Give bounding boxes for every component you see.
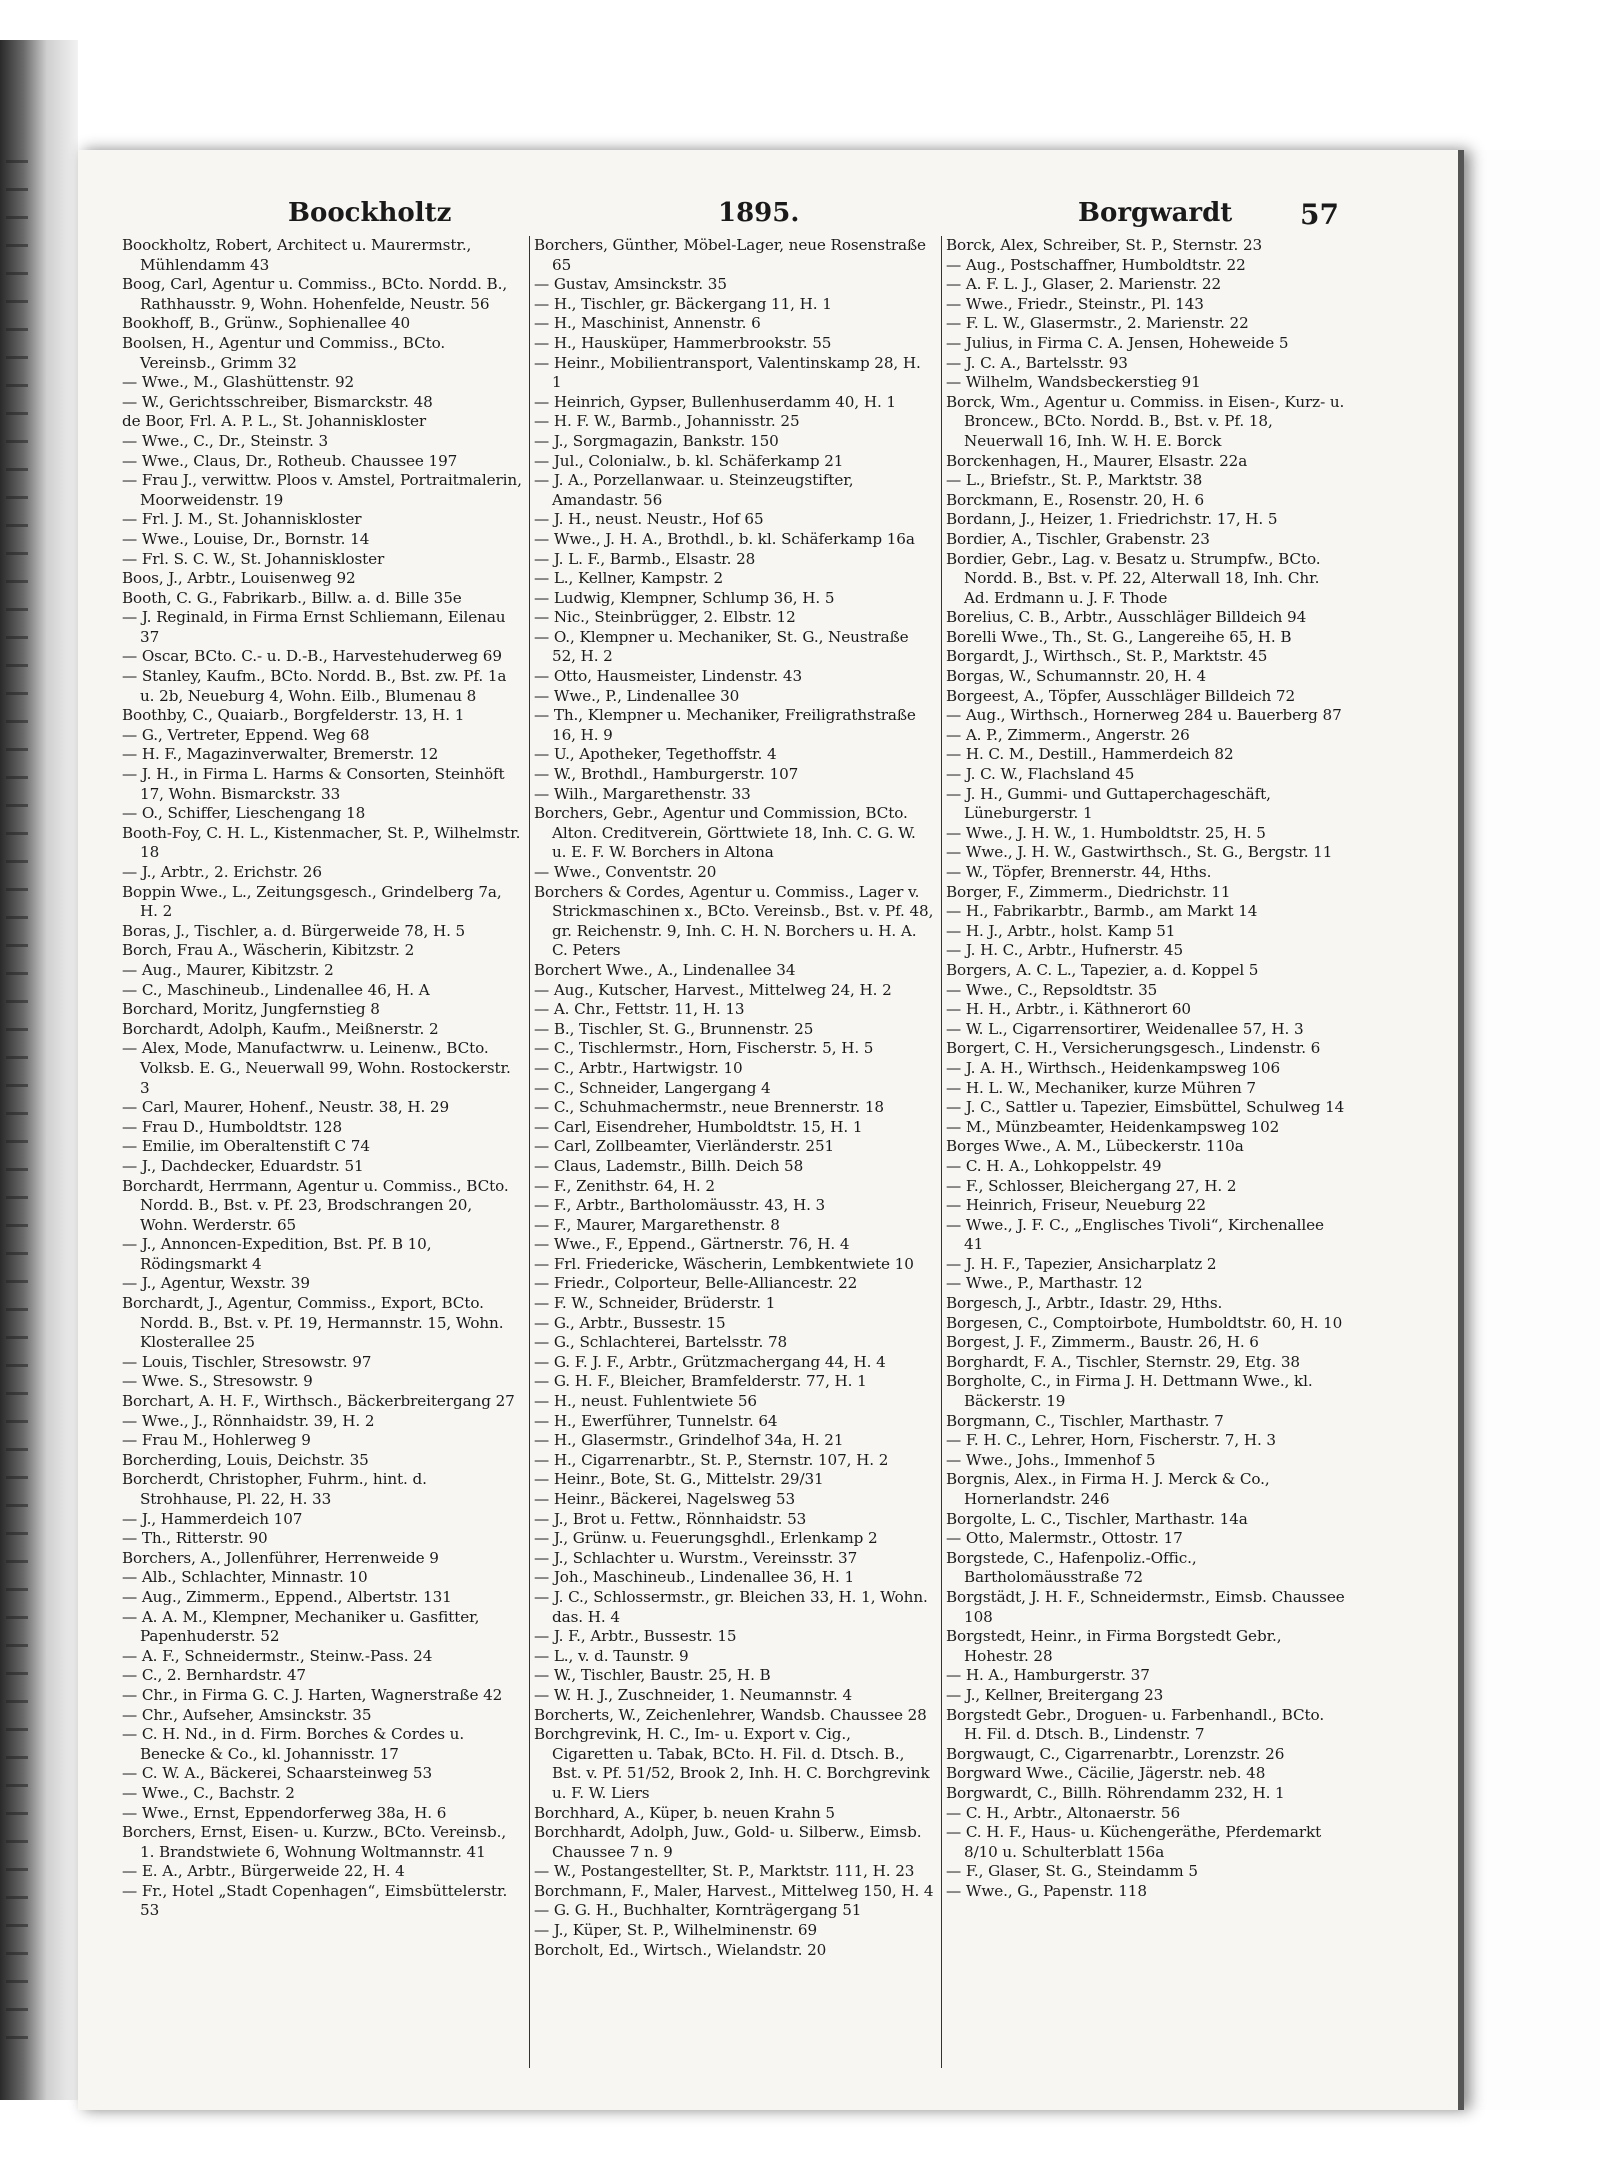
directory-entry: — Jul., Colonialw., b. kl. Schäferkamp 21: [534, 451, 844, 470]
directory-entry: — J., Schlachter u. Wurstm., Vereinsstr. 37: [534, 1548, 858, 1567]
directory-entry: — J. H., Gummi- und Guttaperchageschäft, Lüneburgerstr. 1: [946, 784, 1271, 823]
directory-entry: Borchard, Moritz, Jungfernstieg 8: [122, 1000, 380, 1019]
directory-entry: — F. L. W., Glasermstr., 2. Marienstr. 22: [946, 314, 1249, 333]
directory-entry: — Heinrich, Gypser, Bullenhuserdamm 40, H. 1: [534, 392, 896, 411]
directory-entry: Borgstede, C., Hafenpoliz.-Offic., Bartholomäusstraße 72: [946, 1548, 1197, 1587]
directory-entry: Bookhoff, B., Grünw., Sophienallee 40: [122, 314, 411, 333]
directory-entry: Borgstedt, Heinr., in Firma Borgstedt Gebr., Hohestr. 28: [946, 1627, 1282, 1665]
directory-entry: de Boor, Frl. A. P. L., St. Johanniskloster: [122, 412, 427, 431]
directory-entry: — C. W. A., Bäckerei, Schaarsteinweg 53: [122, 1764, 433, 1783]
directory-entry: — Wwe., J., Rönnhaidstr. 39, H. 2: [122, 1411, 375, 1430]
directory-entry: — Wwe., Louise, Dr., Bornstr. 14: [122, 529, 370, 548]
directory-entry: — J., Sorgmagazin, Bankstr. 150: [534, 431, 779, 450]
directory-entry: Borchers, A., Jollenführer, Herrenweide 9: [122, 1548, 439, 1567]
directory-entry: Borgest, J. F., Zimmerm., Baustr. 26, H. 6: [946, 1333, 1259, 1352]
directory-entry: — Aug., Kutscher, Harvest., Mittelweg 24, H. 2: [534, 980, 892, 999]
directory-entry: Borchers, Ernst, Eisen- u. Kurzw., BCto. Vereinsb., 1. Brandstwiete 6, Wohnung Woltmannstr. 41: [122, 1823, 507, 1861]
directory-entry: — J. Reginald, in Firma Ernst Schliemann, Eilenau 37: [122, 608, 506, 646]
directory-entry: — Aug., Wirthsch., Hornerweg 284 u. Bauerberg 87: [946, 706, 1342, 725]
directory-entry: Borchhardt, Adolph, Juw., Gold- u. Silberw., Eimsb. Chaussee 7 n. 9: [534, 1823, 922, 1861]
directory-entry: Borgholte, C., in Firma J. H. Dettmann Wwe., kl. Bäckerstr. 19: [946, 1372, 1313, 1411]
directory-entry: Borghardt, F. A., Tischler, Sternstr. 29, Etg. 38: [946, 1352, 1300, 1371]
directory-entry: — W. L., Cigarrensortirer, Weidenallee 57, H. 3: [946, 1019, 1304, 1038]
directory-entry: — Heinr., Mobilientransport, Valentinskamp 28, H. 1: [534, 353, 921, 392]
directory-entry: Borgers, A. C. L., Tapezier, a. d. Koppel 5: [946, 960, 1259, 979]
directory-entry: — Wwe., P., Lindenallee 30: [534, 686, 740, 705]
directory-entry: Borchers & Cordes, Agentur u. Commiss., Lager v. Strickmaschinen x., BCto. Vereinsb., Bst. v. Pf. 48, gr. Reichenstr. 9, Inh. C. H. N. Borchers u. H. A. C. Peters: [534, 882, 934, 960]
directory-entry: — Carl, Maurer, Hohenf., Neustr. 38, H. 29: [122, 1098, 450, 1117]
directory-entry: — F. W., Schneider, Brüderstr. 1: [534, 1294, 776, 1313]
directory-entry: Borgstädt, J. H. F., Schneidermstr., Eimsb. Chaussee 108: [946, 1587, 1345, 1626]
directory-entry: — Chr., Aufseher, Amsinckstr. 35: [122, 1705, 372, 1724]
directory-entry: — H., Hausküper, Hammerbrookstr. 55: [534, 333, 832, 352]
directory-entry: — Wwe., J. H. A., Brothdl., b. kl. Schäferkamp 16a: [534, 529, 915, 548]
directory-entry: — Frl. S. C. W., St. Johanniskloster: [122, 549, 385, 568]
directory-entry: Borchhard, A., Küper, b. neuen Krahn 5: [534, 1803, 835, 1822]
directory-entry: — Aug., Postschaffner, Humboldtstr. 22: [946, 255, 1246, 274]
directory-entry: — F., Glaser, St. G., Steindamm 5: [946, 1862, 1198, 1881]
directory-entry: Borch, Frau A., Wäscherin, Kibitzstr. 2: [122, 941, 415, 960]
directory-entry: — H., Maschinist, Annenstr. 6: [534, 314, 761, 333]
page-header: [78, 198, 1458, 238]
directory-entry: — C. H. A., Lohkoppelstr. 49: [946, 1156, 1162, 1175]
facing-page-edge: [6, 160, 28, 2040]
directory-entry: — Aug., Zimmerm., Eppend., Albertstr. 131: [122, 1587, 452, 1606]
directory-entry: — Wwe., Ernst, Eppendorferweg 38a, H. 6: [122, 1803, 447, 1822]
directory-entry: — A. F. L. J., Glaser, 2. Marienstr. 22: [946, 275, 1222, 294]
directory-entry: — C., 2. Bernhardstr. 47: [122, 1666, 306, 1685]
directory-entry: Borgstedt Gebr., Droguen- u. Farbenhandl., BCto. H. Fil. d. Dtsch. B., Lindenstr. 7: [946, 1705, 1325, 1744]
directory-entry: — F., Schlosser, Bleichergang 27, H. 2: [946, 1176, 1237, 1195]
directory-entry: — A. F., Schneidermstr., Steinw.-Pass. 24: [122, 1646, 433, 1665]
directory-entry: — Otto, Malermstr., Ottostr. 17: [946, 1529, 1183, 1548]
directory-entry: — Wwe., Friedr., Steinstr., Pl. 143: [946, 294, 1204, 313]
directory-entry: — Alex, Mode, Manufactwrw. u. Leinenw., BCto. Volksb. E. G., Neuerwall 99, Wohn. Rostockerstr. 3: [122, 1039, 511, 1097]
directory-entry: — J., Küper, St. P., Wilhelminenstr. 69: [534, 1921, 818, 1940]
column-divider: [529, 236, 530, 2068]
directory-entry: — Heinr., Bäckerei, Nagelsweg 53: [534, 1490, 796, 1508]
directory-entry: — Wwe., M., Glashüttenstr. 92: [122, 373, 355, 392]
directory-entry: — W., Tischler, Baustr. 25, H. B: [534, 1666, 771, 1685]
directory-entry: Borger, F., Zimmerm., Diedrichstr. 11: [946, 882, 1231, 901]
directory-entry: — Heinrich, Friseur, Neueburg 22: [946, 1196, 1206, 1215]
directory-entry: — H. C. M., Destill., Hammerdeich 82: [946, 745, 1234, 764]
directory-entry: Borelli Wwe., Th., St. G., Langereihe 65, H. B: [946, 627, 1292, 646]
directory-entry: Borchardt, Herrmann, Agentur u. Commiss., BCto. Nordd. B., Bst. v. Pf. 23, Brodschrangen 20, Wohn. Werderstr. 65: [122, 1176, 509, 1234]
directory-entry: — Wwe. S., Stresowstr. 9: [122, 1372, 313, 1391]
directory-entry: — Wwe., C., Bachstr. 2: [122, 1783, 295, 1802]
directory-entry: Borgwaugt, C., Cigarrenarbtr., Lorenzstr. 26: [946, 1744, 1285, 1763]
directory-entry: — C. H. Nd., in d. Firm. Borches & Cordes u. Benecke & Co., kl. Johannisstr. 17: [122, 1725, 465, 1763]
directory-entry: — C. H. F., Haus- u. Küchengeräthe, Pferdemarkt 8/10 u. Schulterblatt 156a: [946, 1823, 1322, 1861]
directory-entry: Borchers, Gebr., Agentur und Commission, BCto. Alton. Creditverein, Görttwiete 18, Inh. C. G. W. u. E. F. W. Borchers in Altona: [534, 804, 916, 862]
directory-entry: — H., Fabrikarbtr., Barmb., am Markt 14: [946, 902, 1258, 921]
directory-entry: — H., Tischler, gr. Bäckergang 11, H. 1: [534, 294, 832, 313]
directory-entry: Borgolte, L. C., Tischler, Marthastr. 14a: [946, 1509, 1248, 1528]
directory-entry: Borcherts, W., Zeichenlehrer, Wandsb. Chaussee 28: [534, 1705, 927, 1724]
directory-entry: — W. H. J., Zuschneider, 1. Neumannstr. 4: [534, 1685, 853, 1704]
page-number: 57: [1300, 198, 1339, 231]
directory-entry: — Wwe., J. H. W., Gastwirthsch., St. G., Bergstr. 11: [946, 843, 1333, 862]
directory-entry: — Carl, Eisendreher, Humboldtstr. 15, H. 1: [534, 1117, 863, 1136]
directory-entry: — J., Agentur, Wexstr. 39: [122, 1274, 310, 1293]
directory-entry: Borckmann, E., Rosenstr. 20, H. 6: [946, 490, 1205, 509]
column-1: [122, 236, 522, 2070]
directory-entry: Boras, J., Tischler, a. d. Bürgerweide 78, H. 5: [122, 921, 466, 940]
directory-entry: — C. H., Arbtr., Altonaerstr. 56: [946, 1803, 1181, 1822]
directory-entry: Boockholtz, Robert, Architect u. Maurermstr., Mühlendamm 43: [122, 236, 472, 274]
directory-entry: — J., Hammerdeich 107: [122, 1509, 303, 1528]
directory-entry: — Wwe., C., Repsoldtstr. 35: [946, 980, 1158, 999]
directory-entry: — L., Briefstr., St. P., Marktstr. 38: [946, 471, 1203, 490]
directory-entry: — J., Annoncen-Expedition, Bst. Pf. B 10, Rödingsmarkt 4: [122, 1235, 432, 1273]
directory-entry: — J. C., Sattler u. Tapezier, Eimsbüttel, Schulweg 14: [946, 1098, 1345, 1117]
directory-entry: — Wwe., Claus, Dr., Rotheub. Chaussee 197: [122, 451, 458, 470]
directory-entry: Borgwardt, C., Billh. Röhrendamm 232, H. 1: [946, 1783, 1285, 1802]
directory-entry: Borchmann, F., Maler, Harvest., Mittelweg 150, H. 4: [534, 1881, 934, 1900]
directory-entry: Booth, C. G., Fabrikarb., Billw. a. d. Bille 35e: [122, 588, 462, 607]
directory-entry: — Friedr., Colporteur, Belle-Alliancestr. 22: [534, 1274, 858, 1293]
directory-entry: — F. H. C., Lehrer, Horn, Fischerstr. 7, H. 3: [946, 1431, 1276, 1450]
directory-entry: — Ludwig, Klempner, Schlump 36, H. 5: [534, 588, 835, 607]
column-divider: [941, 236, 942, 2068]
directory-entry: — Fr., Hotel „Stadt Copenhagen“, Eimsbüttelerstr. 53: [122, 1881, 508, 1920]
directory-entry: Borgardt, J., Wirthsch., St. P., Marktstr. 45: [946, 647, 1268, 666]
directory-entry: Booth-Foy, C. H. L., Kistenmacher, St. P., Wilhelmstr. 18: [122, 823, 521, 862]
directory-entry: Bordier, A., Tischler, Grabenstr. 23: [946, 529, 1210, 548]
directory-entry: — O., Klempner u. Mechaniker, St. G., Neustraße 52, H. 2: [534, 627, 909, 666]
directory-entry: Borchardt, Adolph, Kaufm., Meißnerstr. 2: [122, 1019, 439, 1038]
directory-entry: — Chr., in Firma G. C. J. Harten, Wagnerstraße 42: [122, 1685, 503, 1704]
directory-entry: — C., Maschineub., Lindenallee 46, H. A: [122, 980, 430, 999]
header-year: 1895.: [718, 198, 800, 228]
directory-entry: — Oscar, BCto. C.- u. D.-B., Harvestehuderweg 69: [122, 647, 502, 666]
directory-entry: — U., Apotheker, Tegethoffstr. 4: [534, 745, 777, 764]
directory-entry: Borgmann, C., Tischler, Marthastr. 7: [946, 1411, 1224, 1430]
directory-entry: Boolsen, H., Agentur und Commiss., BCto. Vereinsb., Grimm 32: [122, 333, 446, 372]
directory-entry: — J., Kellner, Breitergang 23: [946, 1685, 1164, 1704]
directory-entry: — E. A., Arbtr., Bürgerweide 22, H. 4: [122, 1862, 405, 1881]
directory-entry: — F., Maurer, Margarethenstr. 8: [534, 1215, 780, 1234]
directory-entry: — Joh., Maschineub., Lindenallee 36, H. 1: [534, 1568, 855, 1587]
column-2: [534, 236, 934, 2070]
directory-entry: Borck, Wm., Agentur u. Commiss. in Eisen-, Kurz- u. Broncew., BCto. Nordd. B., Bst. v. Pf. 18, Neuerwall 16, Inh. W. H. E. Borck: [946, 392, 1345, 450]
directory-entry: — Heinr., Bote, St. G., Mittelstr. 29/31: [534, 1470, 824, 1489]
directory-entry: Borcholt, Ed., Wirtsch., Wielandstr. 20: [534, 1940, 827, 1959]
directory-entry: — J. H. C., Arbtr., Hufnerstr. 45: [946, 941, 1184, 960]
directory-entry: — J. H. F., Tapezier, Ansicharplatz 2: [946, 1254, 1217, 1273]
directory-entry: — Emilie, im Oberaltenstift C 74: [122, 1137, 370, 1156]
directory-entry: — B., Tischler, St. G., Brunnenstr. 25: [534, 1019, 814, 1038]
directory-entry: — J., Dachdecker, Eduardstr. 51: [122, 1156, 364, 1175]
directory-entry: — Julius, in Firma C. A. Jensen, Hoheweide 5: [946, 333, 1289, 352]
directory-entry: — J. L. F., Barmb., Elsastr. 28: [534, 549, 756, 568]
directory-entry: — G., Arbtr., Bussestr. 15: [534, 1313, 726, 1332]
directory-entry: Borgesen, C., Comptoirbote, Humboldtstr. 60, H. 10: [946, 1313, 1343, 1332]
directory-entry: Borelius, C. B., Arbtr., Ausschläger Billdeich 94: [946, 608, 1307, 627]
directory-entry: — O., Schiffer, Lieschengang 18: [122, 804, 366, 823]
directory-entry: — A. Chr., Fettstr. 11, H. 13: [534, 1000, 745, 1019]
directory-entry: — Aug., Maurer, Kibitzstr. 2: [122, 960, 334, 979]
directory-entry: Borgert, C. H., Versicherungsgesch., Lindenstr. 6: [946, 1039, 1321, 1058]
directory-entry: — H., Ewerführer, Tunnelstr. 64: [534, 1411, 778, 1430]
directory-entry: Borck, Alex, Schreiber, St. P., Sternstr. 23: [946, 236, 1263, 254]
directory-entry: — J. H., in Firma L. Harms & Consorten, Steinhöft 17, Wohn. Bismarckstr. 33: [122, 765, 505, 803]
directory-entry: Borchardt, J., Agentur, Commiss., Export, BCto. Nordd. B., Bst. v. Pf. 19, Hermannstr. 15, Wohn. Klosterallee 25: [122, 1294, 504, 1352]
directory-entry: — Th., Klempner u. Mechaniker, Freiligrathstraße 16, H. 9: [534, 706, 916, 744]
directory-entry: — Gustav, Amsinckstr. 35: [534, 275, 727, 294]
directory-entry: — C., Tischlermstr., Horn, Fischerstr. 5, H. 5: [534, 1039, 874, 1058]
directory-entry: Bordier, Gebr., Lag. v. Besatz u. Strumpfw., BCto. Nordd. B., Bst. v. Pf. 22, Alterwall 18, Inh. Chr. Ad. Erdmann u. J. F. Thode: [946, 549, 1321, 607]
directory-entry: — Alb., Schlachter, Minnastr. 10: [122, 1568, 368, 1587]
directory-entry: Borgward Wwe., Cäcilie, Jägerstr. neb. 48: [946, 1764, 1266, 1783]
directory-entry: — J. C. A., Bartelsstr. 93: [946, 353, 1128, 372]
directory-entry: — Nic., Steinbrügger, 2. Elbstr. 12: [534, 608, 796, 627]
directory-entry: — L., v. d. Taunstr. 9: [534, 1646, 689, 1665]
header-right-catchword: Borgwardt: [1078, 198, 1233, 228]
directory-entry: — Wilh., Margarethenstr. 33: [534, 784, 751, 803]
directory-page: [78, 150, 1464, 2110]
directory-entry: Bordann, J., Heizer, 1. Friedrichstr. 17, H. 5: [946, 510, 1278, 529]
directory-entry: — Wwe., P., Marthastr. 12: [946, 1274, 1143, 1293]
directory-entry: — G. H. F., Bleicher, Bramfelderstr. 77, H. 1: [534, 1372, 867, 1391]
directory-entry: Borchart, A. H. F., Wirthsch., Bäckerbreitergang 27: [122, 1392, 515, 1411]
directory-entry: — J. C., Schlossermstr., gr. Bleichen 33, H. 1, Wohn. das. H. 4: [534, 1587, 928, 1626]
directory-entry: Borchers, Günther, Möbel-Lager, neue Rosenstraße 65: [534, 236, 926, 274]
directory-entry: — G., Schlachterei, Bartelsstr. 78: [534, 1333, 788, 1352]
directory-entry: — Louis, Tischler, Stresowstr. 97: [122, 1352, 372, 1371]
directory-entry: — H., Cigarrenarbtr., St. P., Sternstr. 107, H. 2: [534, 1450, 889, 1469]
directory-entry: Borgnis, Alex., in Firma H. J. Merck & Co., Hornerlandstr. 246: [946, 1470, 1270, 1508]
directory-entry: — J., Grünw. u. Feuerungsghdl., Erlenkamp 2: [534, 1529, 878, 1548]
directory-entry: Boos, J., Arbtr., Louisenweg 92: [122, 569, 356, 588]
directory-entry: — Carl, Zollbeamter, Vierländerstr. 251: [534, 1137, 835, 1156]
book-spine: [0, 40, 78, 2100]
directory-entry: — Frl. Friedericke, Wäscherin, Lembkentwiete 10: [534, 1254, 914, 1273]
directory-entry: — A. A. M., Klempner, Mechaniker u. Gasfitter, Papenhuderstr. 52: [122, 1607, 480, 1646]
directory-entry: Borgesch, J., Arbtr., Idastr. 29, Hths.: [946, 1294, 1223, 1313]
directory-entry: — W., Postangestellter, St. P., Marktstr. 111, H. 23: [534, 1862, 915, 1881]
directory-entry: — H. F. W., Barmb., Johannisstr. 25: [534, 412, 800, 431]
directory-entry: — Wwe., Conventstr. 20: [534, 863, 717, 881]
directory-entry: — G., Vertreter, Eppend. Weg 68: [122, 725, 370, 744]
directory-entry: — C., Arbtr., Hartwigstr. 10: [534, 1058, 743, 1077]
directory-entry: — C., Schuhmachermstr., neue Brennerstr. 18: [534, 1098, 884, 1117]
directory-entry: Boothby, C., Quaiarb., Borgfelderstr. 13, H. 1: [122, 706, 465, 725]
directory-entry: Borcherding, Louis, Deichstr. 35: [122, 1450, 369, 1469]
directory-entry: — J. C. W., Flachsland 45: [946, 765, 1135, 784]
directory-entry: — J. F., Arbtr., Bussestr. 15: [534, 1627, 737, 1646]
directory-entry: — J. H., neust. Neustr., Hof 65: [534, 510, 764, 529]
directory-entry: — H. A., Hamburgerstr. 37: [946, 1666, 1150, 1685]
directory-entry: — F., Zenithstr. 64, H. 2: [534, 1176, 715, 1195]
directory-entry: — J., Brot u. Fettw., Rönnhaidstr. 53: [534, 1509, 807, 1528]
directory-entry: Boog, Carl, Agentur u. Commiss., BCto. Nordd. B., Rathhausstr. 9, Wohn. Hohenfelde, Neustr. 56: [122, 275, 508, 313]
directory-entry: — Wwe., J. F. C., „Englisches Tivoli“, Kirchenallee 41: [946, 1215, 1324, 1254]
directory-entry: — Otto, Hausmeister, Lindenstr. 43: [534, 667, 803, 686]
directory-entry: — Wwe., Johs., Immenhof 5: [946, 1450, 1156, 1469]
directory-entry: — J. A. H., Wirthsch., Heidenkampsweg 106: [946, 1058, 1281, 1077]
directory-entry: — Frau D., Humboldtstr. 128: [122, 1117, 343, 1136]
directory-entry: — H. H., Arbtr., i. Käthnerort 60: [946, 1000, 1191, 1019]
directory-entry: — C., Schneider, Langergang 4: [534, 1078, 771, 1097]
directory-entry: — H. F., Magazinverwalter, Bremerstr. 12: [122, 745, 439, 764]
directory-entry: Borckenhagen, H., Maurer, Elsastr. 22a: [946, 451, 1248, 470]
directory-entry: — G. F. J. F., Arbtr., Grützmachergang 44, H. 4: [534, 1352, 886, 1371]
directory-entry: — W., Gerichtsschreiber, Bismarckstr. 48: [122, 392, 433, 411]
directory-entry: — J. A., Porzellanwaar. u. Steinzeugstifter, Amandastr. 56: [534, 471, 854, 509]
directory-entry: — Frl. J. M., St. Johanniskloster: [122, 510, 362, 529]
directory-entry: — F., Arbtr., Bartholomäusstr. 43, H. 3: [534, 1196, 826, 1215]
directory-entry: Borchert Wwe., A., Lindenallee 34: [534, 960, 796, 979]
directory-entry: — Claus, Lademstr., Billh. Deich 58: [534, 1156, 804, 1175]
column-3: [946, 236, 1346, 2070]
directory-entry: — H. J., Arbtr., holst. Kamp 51: [946, 921, 1176, 940]
directory-entry: Boppin Wwe., L., Zeitungsgesch., Grindelberg 7a, H. 2: [122, 882, 502, 921]
directory-entry: — M., Münzbeamter, Heidenkampsweg 102: [946, 1117, 1280, 1136]
directory-entry: — A. P., Zimmerm., Angerstr. 26: [946, 725, 1190, 744]
header-left-catchword: Boockholtz: [288, 198, 452, 228]
directory-entry: — H. L. W., Mechaniker, kurze Mühren 7: [946, 1078, 1256, 1097]
directory-entry: — G. G. H., Buchhalter, Kornträgergang 51: [534, 1901, 862, 1920]
directory-entry: — Wwe., C., Dr., Steinstr. 3: [122, 431, 329, 450]
directory-entry: — Stanley, Kaufm., BCto. Nordd. B., Bst. zw. Pf. 1a u. 2b, Neueburg 4, Wohn. Eilb., Blumenau 8: [122, 667, 507, 705]
directory-entry: Borchgrevink, H. C., Im- u. Export v. Cig., Cigaretten u. Tabak, BCto. H. Fil. d. Dtsch. B., Bst. v. Pf. 51/52, Brook 2, Inh. H. C. Borchgrevink u. F. W. Liers: [534, 1725, 930, 1802]
directory-entry: — W., Töpfer, Brennerstr. 44, Hths.: [946, 863, 1212, 881]
directory-entry: Borgeest, A., Töpfer, Ausschläger Billdeich 72: [946, 686, 1296, 705]
directory-entry: — W., Brothdl., Hamburgerstr. 107: [534, 765, 799, 784]
directory-entry: — Wilhelm, Wandsbeckerstieg 91: [946, 373, 1201, 392]
directory-entry: Borcherdt, Christopher, Fuhrm., hint. d. Strohhause, Pl. 22, H. 33: [122, 1470, 427, 1508]
directory-entry: — Wwe., G., Papenstr. 118: [946, 1881, 1147, 1900]
directory-entry: — L., Kellner, Kampstr. 2: [534, 569, 724, 588]
directory-entry: — Wwe., F., Eppend., Gärtnerstr. 76, H. 4: [534, 1235, 850, 1254]
directory-entry: — Th., Ritterstr. 90: [122, 1529, 268, 1548]
directory-entry: — Wwe., J. H. W., 1. Humboldtstr. 25, H. 5: [946, 823, 1266, 842]
right-margin: [1462, 150, 1600, 2110]
directory-entry: Borges Wwe., A. M., Lübeckerstr. 110a: [946, 1137, 1244, 1156]
directory-entry: Borgas, W., Schumannstr. 20, H. 4: [946, 667, 1207, 686]
directory-entry: — H., Glasermstr., Grindelhof 34a, H. 21: [534, 1431, 844, 1450]
directory-entry: — J., Arbtr., 2. Erichstr. 26: [122, 863, 322, 881]
directory-entry: — H., neust. Fuhlentwiete 56: [534, 1392, 757, 1411]
directory-entry: — Frau M., Hohlerweg 9: [122, 1431, 311, 1450]
directory-entry: — Frau J., verwittw. Ploos v. Amstel, Portraitmalerin, Moorweidenstr. 19: [122, 471, 522, 509]
